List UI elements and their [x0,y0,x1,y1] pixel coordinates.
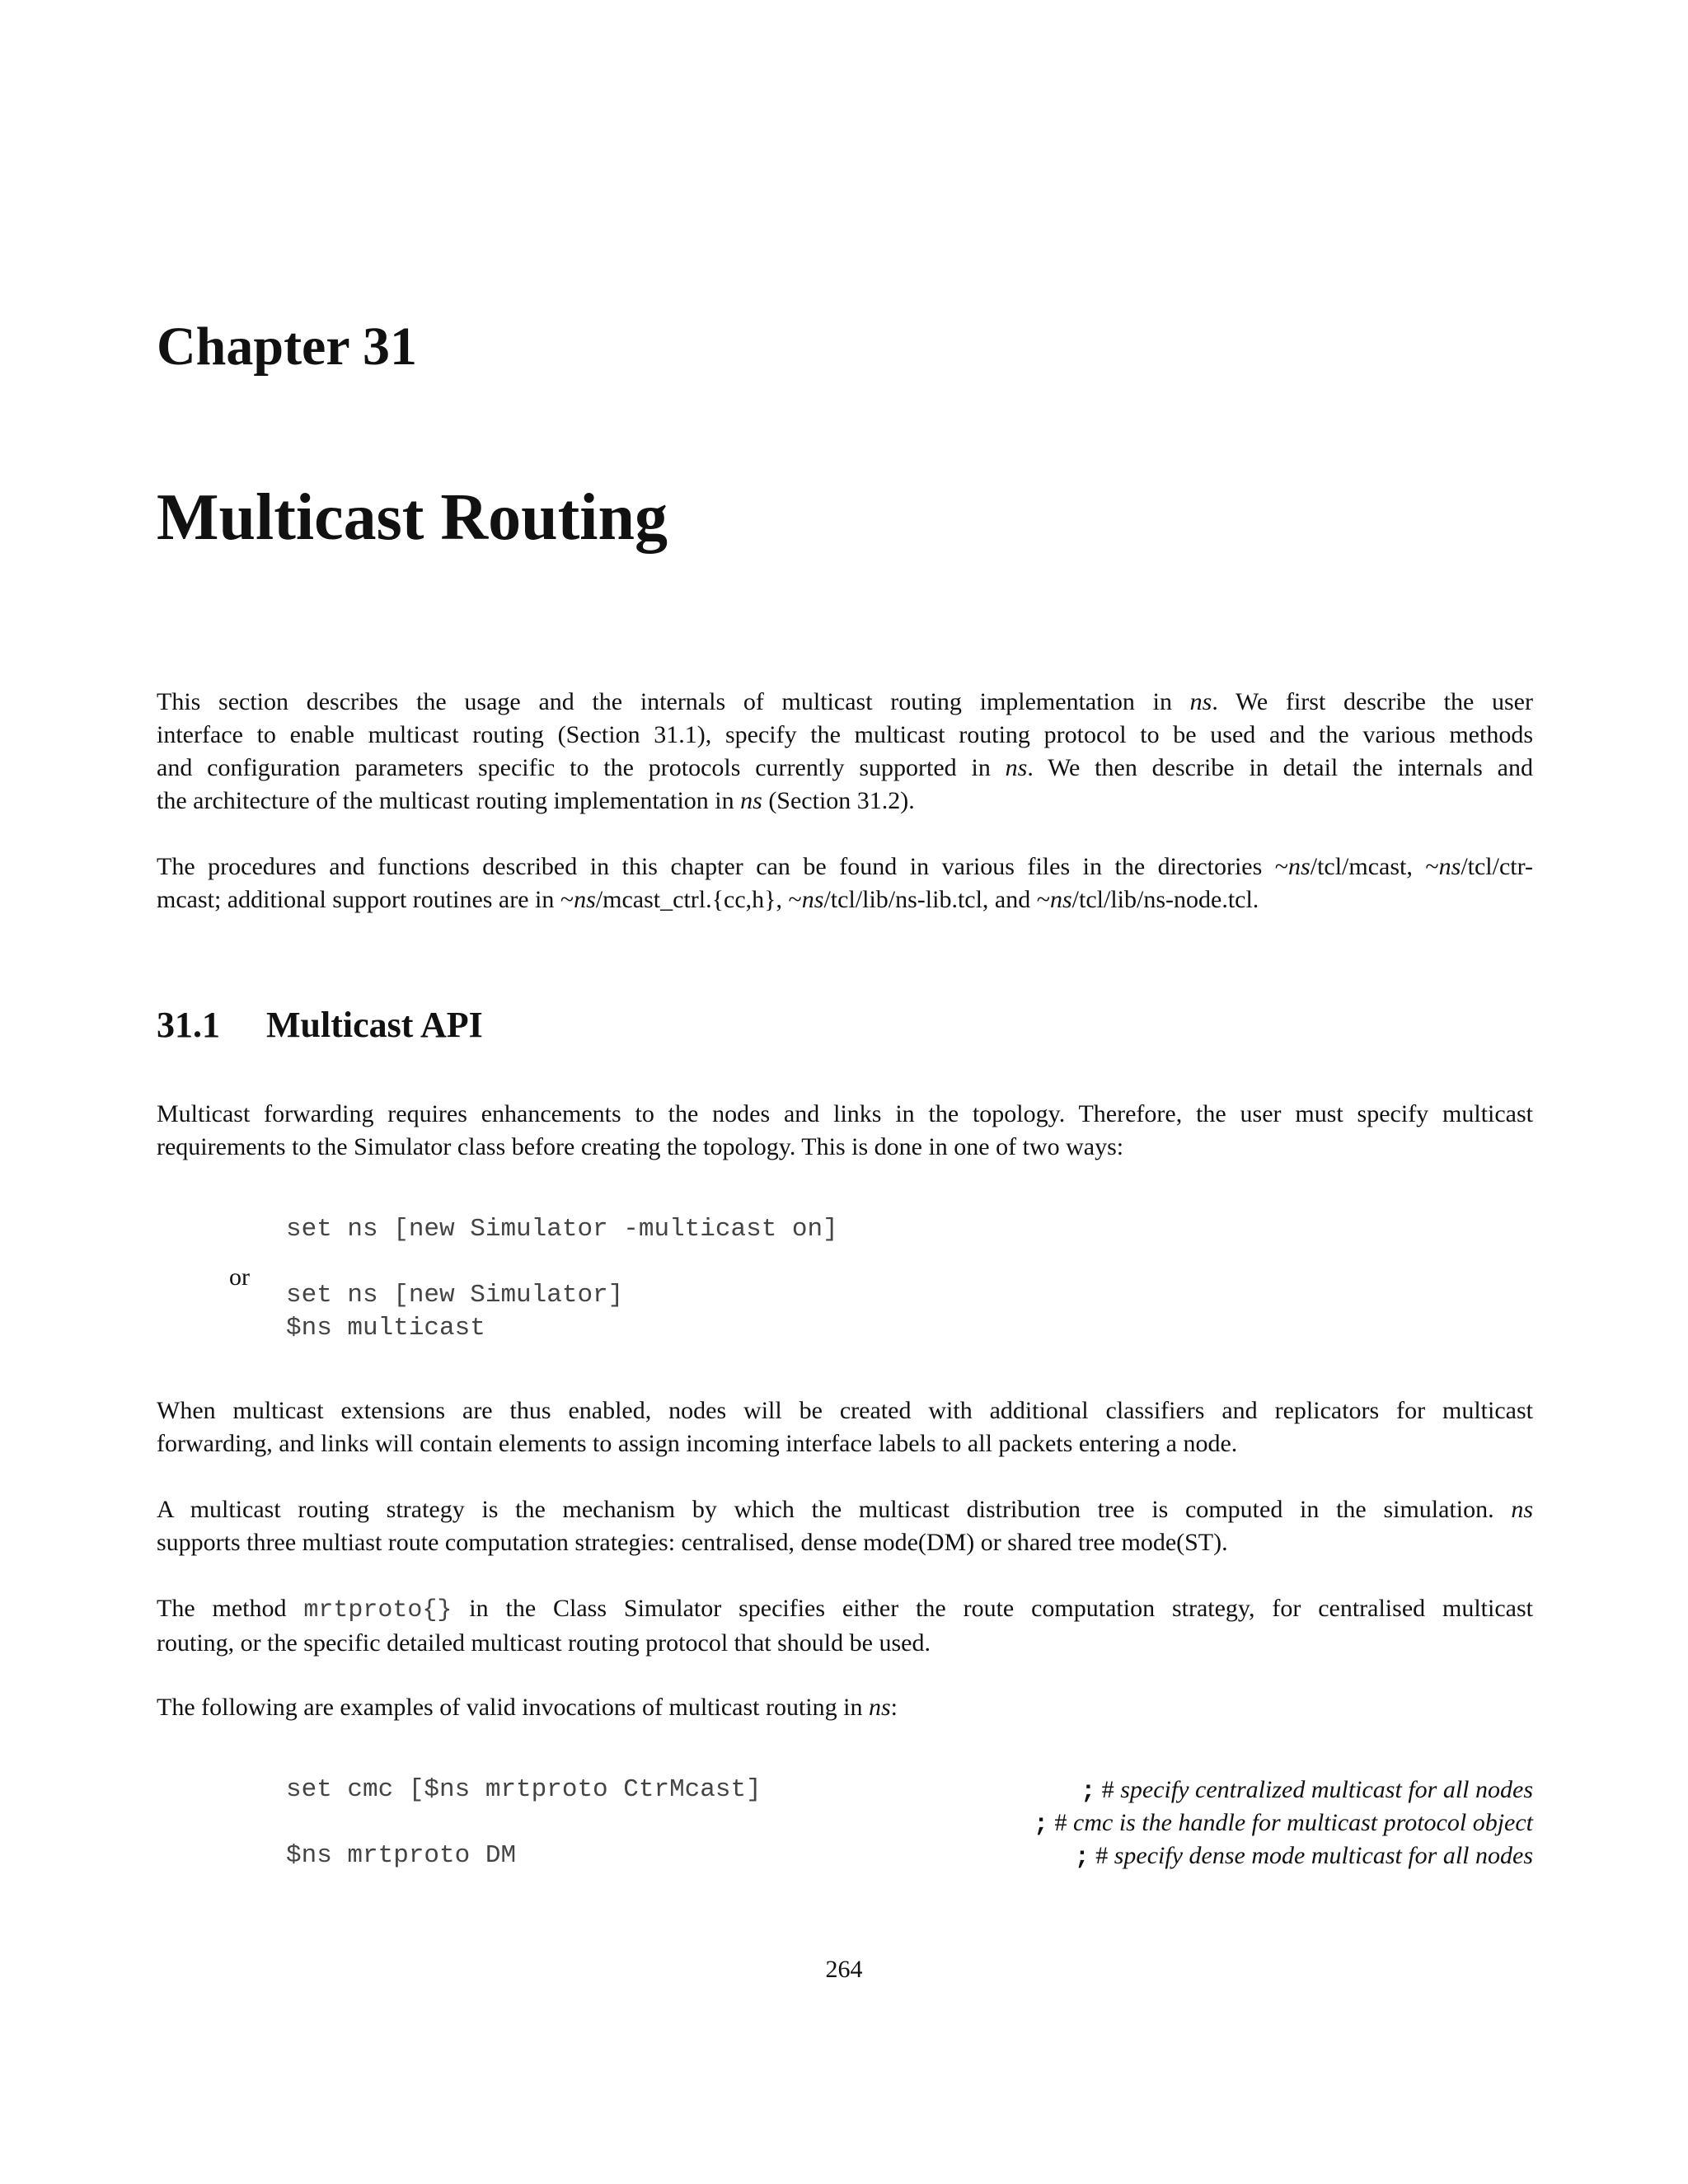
text-run: (Section 31.2). [762,787,915,814]
code-comment [1034,1807,1533,1841]
code-line: $ns mrtproto DM [286,1841,517,1870]
text-line: supports three multiast route computation strategies: centralised, dense mode(DM) or shared tree mode(ST). [157,1529,1228,1556]
semicolon: ; [1034,1811,1049,1839]
text-line: routing, or the specific detailed multicast routing protocol that should be used. [157,1629,931,1657]
comment-text: cmc is the handle for multicast protocol object [1073,1809,1533,1836]
text-run: /tcl/mcast, ~ [1310,853,1439,880]
text-run: /tcl/lib/ns-lib.tcl, and ~ [823,886,1050,913]
text-run: A multicast routing strategy is the mechanism by which the multicast distribution tree is computed in the simulation. [157,1496,1512,1523]
code-line: $ns multicast [286,1314,485,1343]
ns-term: ns [574,886,596,913]
text-line [157,1592,1533,1627]
code-line: set ns [new Simulator -multicast on] [286,1215,838,1244]
api-paragraph-1 [157,1098,1533,1164]
ns-term: ns [868,1694,891,1721]
text-line [157,883,1533,916]
api-paragraph-5 [157,1691,1533,1724]
comment-text: specify dense mode multicast for all nodes [1114,1842,1533,1869]
ns-term: ns [1511,1496,1533,1523]
comment-hash: # [1054,1809,1067,1836]
section-number: 31.1 [157,1005,220,1045]
code-comment [1081,1774,1533,1808]
inline-code: mrtproto{} [303,1596,452,1624]
code-line: set cmc [$ns mrtproto CtrMcast] [286,1775,762,1804]
text-line: Multicast forwarding requires enhancements to the nodes and links in the topology. Therefore, the user must specify multicast [157,1100,1533,1127]
section-title: Multicast API [266,1005,483,1045]
text-run: : [890,1694,898,1721]
text-run: The method [157,1595,304,1622]
page-number: 264 [825,1956,863,1983]
code-comment [1075,1840,1533,1874]
ns-term: ns [1049,886,1072,913]
text-run: in the Class Simulator specifies either the route computation strategy, for centralised multicast [452,1595,1533,1622]
chapter-label: Chapter 31 [157,316,417,377]
semicolon: ; [1074,1844,1090,1872]
comment-hash: # [1101,1776,1114,1803]
text-line [157,785,1533,818]
text-line: requirements to the Simulator class before creating the topology. This is done in one of two ways: [157,1133,1124,1160]
ns-term: ns [1288,853,1311,880]
semicolon: ; [1081,1778,1096,1806]
chapter-title: Multicast Routing [157,481,668,554]
ns-term: ns [1005,754,1028,781]
api-paragraph-2 [157,1394,1533,1460]
text-line [157,1691,1533,1724]
ns-term: ns [740,787,762,814]
text-run: . We then describe in detail the internals and [1027,754,1533,781]
text-run: /tcl/lib/ns-node.tcl. [1071,886,1259,913]
text-run: . We first describe the user [1212,688,1533,715]
text-run: This section describes the usage and the internals of multicast routing implementation in [157,688,1190,715]
text-line: forwarding, and links will contain elements to assign incoming interface labels to all packets entering a node. [157,1430,1238,1457]
text-run: /mcast_ctrl.{cc,h}, ~ [595,886,802,913]
comment-text: specify centralized multicast for all nodes [1120,1776,1533,1803]
text-run: the architecture of the multicast routing implementation in [157,787,741,814]
text-line [157,752,1533,785]
text-run: /tcl/ctr- [1461,853,1533,880]
ns-term: ns [1189,688,1212,715]
text-line [157,1493,1533,1526]
text-run: The following are examples of valid invocations of multicast routing in [157,1694,869,1721]
api-paragraph-4 [157,1592,1533,1660]
api-paragraph-3 [157,1493,1533,1559]
comment-hash: # [1095,1842,1109,1869]
text-run: mcast; additional support routines are in ~ [157,886,574,913]
text-line: When multicast extensions are thus enabled, nodes will be created with additional classifiers and replicators for multicast [157,1397,1533,1424]
text-run: and configuration parameters specific to the protocols currently supported in [157,754,1006,781]
text-run: The procedures and functions described in this chapter can be found in various files in the directories ~ [157,853,1289,880]
text-line: interface to enable multicast routing (Section 31.1), specify the multicast routing protocol to be used and the various methods [157,721,1533,748]
section-heading [157,1007,483,1043]
text-line [157,851,1533,883]
ns-term: ns [1438,853,1461,880]
or-label: or [229,1263,250,1291]
text-line [157,686,1533,719]
code-line: set ns [new Simulator] [286,1281,624,1310]
ns-term: ns [801,886,824,913]
intro-paragraph-2 [157,851,1533,916]
intro-paragraph-1 [157,686,1533,818]
